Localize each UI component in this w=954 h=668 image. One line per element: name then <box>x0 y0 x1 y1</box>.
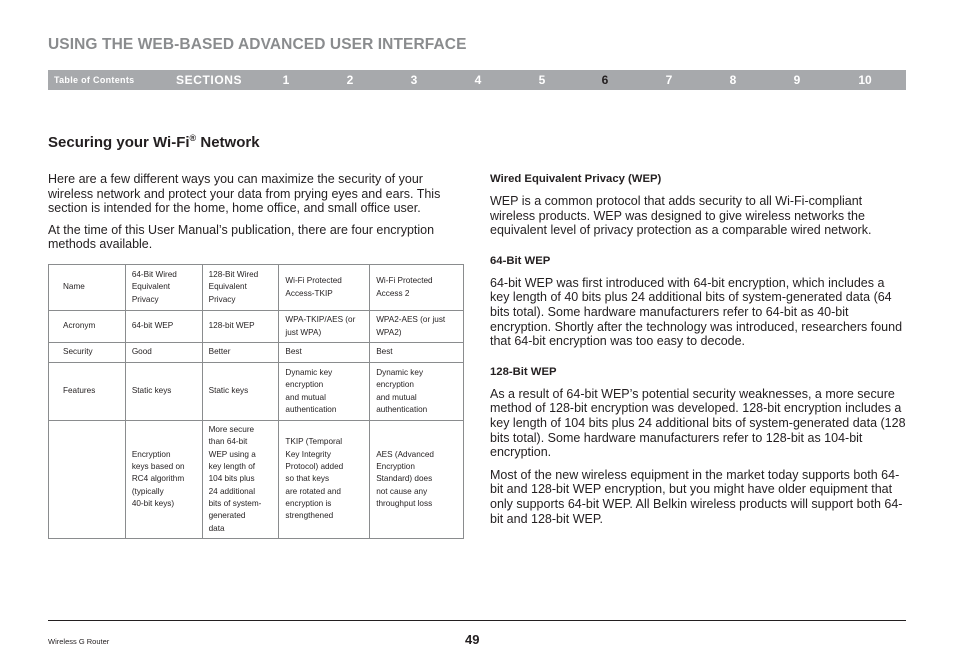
table-cell: More secure than 64-bit WEP using a key length of 104 bits plus 24 additional bits of system- generated data <box>202 421 279 539</box>
left-column <box>48 172 466 252</box>
table-cell: AES (Advanced Encryption Standard) does not cause any throughput loss <box>370 421 464 539</box>
table-cell: 64-bit WEP <box>125 311 202 343</box>
table-cell: Features <box>49 363 126 421</box>
table-cell: Encryption keys based on RC4 algorithm (typically 40-bit keys) <box>125 421 202 539</box>
table-cell: Acronym <box>49 311 126 343</box>
table-cell: 128-Bit Wired Equivalent Privacy <box>202 265 279 311</box>
section-link-8[interactable]: 8 <box>729 73 737 87</box>
bit128-paragraph-1: As a result of 64-bit WEP’s potential security weaknesses, a more secure method of 128-bit encryption was developed. 128-bit encryption includes a key length of 104 bits plus 24 additional bits of system-generated data (128 bits total). Some hardware manufacturers refer to 128-bit as 104-bit encryption. <box>490 386 906 460</box>
table-cell: Wi-Fi Protected Access-TKIP <box>279 265 370 311</box>
wep-heading: Wired Equivalent Privacy (WEP) <box>490 173 662 185</box>
table-cell: WPA2-AES (or just WPA2) <box>370 311 464 343</box>
footer-product-name: Wireless G Router <box>48 637 110 646</box>
section-link-2[interactable]: 2 <box>346 73 354 87</box>
bit64-heading: 64-Bit WEP <box>490 254 551 267</box>
table-cell: Name <box>49 265 126 311</box>
wep-paragraph: WEP is a common protocol that adds security to all Wi-Fi-compliant wireless products. WEP was designed to give wireless networks the equivalent level of privacy protection as a comparable wired network. <box>490 194 872 238</box>
table-row-name <box>49 265 464 311</box>
section-link-10[interactable]: 10 <box>858 73 872 87</box>
table-cell: Better <box>202 343 279 363</box>
table-cell: TKIP (Temporal Key Integrity Protocol) added so that keys are rotated and encryption is strengthened <box>279 421 370 539</box>
encryption-methods-table <box>48 264 464 539</box>
table-cell: Wi-Fi Protected Access 2 <box>370 265 464 311</box>
section-link-9[interactable]: 9 <box>793 73 801 87</box>
bit128-paragraph-2: Most of the new wireless equipment in the market today supports both 64-bit and 128-bit WEP encryption, but you might have older equipment that only supports 64-bit WEP. All Belkin wireless products will support both 64-bit and 128-bit WEP. <box>490 467 903 526</box>
section-title-tail: Network <box>196 134 260 151</box>
table-cell: Security <box>49 343 126 363</box>
table-row-acronym <box>49 311 464 343</box>
table-row-features <box>49 363 464 421</box>
table-row-details <box>49 421 464 539</box>
table-cell <box>49 421 126 539</box>
encryption-methods-paragraph: At the time of this User Manual’s publication, there are four encryption methods available. <box>48 222 435 252</box>
right-column <box>490 172 906 526</box>
section-link-7[interactable]: 7 <box>665 73 673 87</box>
section-link-3[interactable]: 3 <box>410 73 418 87</box>
table-cell: 128-bit WEP <box>202 311 279 343</box>
intro-paragraph: Here are a few different ways you can maximize the security of your wireless network and protect your data from prying eyes and ears. This section is intended for the home, home office, and small office user. <box>48 172 441 216</box>
section-link-5[interactable]: 5 <box>538 73 546 87</box>
footer-divider <box>48 620 906 621</box>
section-title-text: Securing your Wi-Fi <box>48 134 190 151</box>
bit128-heading: 128-Bit WEP <box>490 365 557 378</box>
registered-mark: ® <box>189 133 197 143</box>
table-cell: 64-Bit Wired Equivalent Privacy <box>125 265 202 311</box>
section-link-1[interactable]: 1 <box>282 73 290 87</box>
section-link-6-active[interactable]: 6 <box>601 73 609 87</box>
table-cell: Best <box>279 343 370 363</box>
table-cell: Best <box>370 343 464 363</box>
table-of-contents-link[interactable]: Table of Contents <box>54 75 135 85</box>
table-cell: Good <box>125 343 202 363</box>
table-cell: WPA-TKIP/AES (or just WPA) <box>279 311 370 343</box>
section-link-4[interactable]: 4 <box>474 73 482 87</box>
table-cell: Dynamic key encryption and mutual authentication <box>370 363 464 421</box>
page-number: 49 <box>465 632 480 647</box>
table-cell: Static keys <box>202 363 279 421</box>
bit64-paragraph: 64-bit WEP was first introduced with 64-bit encryption, which includes a key length of 40 bits plus 24 additional bits of system-generated data (64 bits total). Some hardware manufacturers refer to 64-bit as 40-bit encryption. Shortly after the technology was introduced, researchers found that 64-bit encryption was too easy to decode. <box>490 275 903 349</box>
section-title <box>48 133 260 151</box>
table-row-security <box>49 343 464 363</box>
section-nav-bar <box>48 70 906 90</box>
page-header-title: USING THE WEB-BASED ADVANCED USER INTERFACE <box>48 36 467 53</box>
table-cell: Dynamic key encryption and mutual authentication <box>279 363 370 421</box>
sections-label: SECTIONS <box>176 73 243 87</box>
table-cell: Static keys <box>125 363 202 421</box>
